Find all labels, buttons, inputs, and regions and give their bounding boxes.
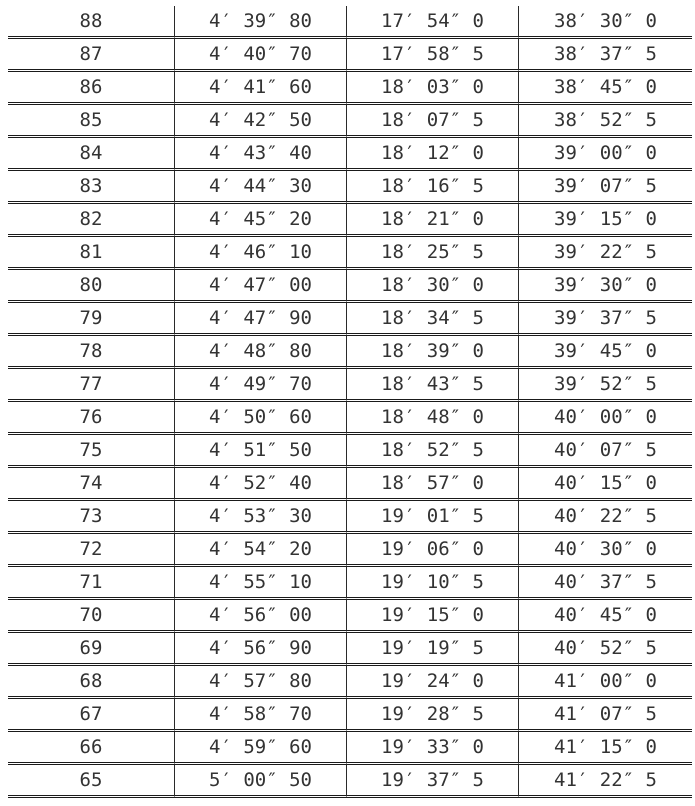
table-row: [8, 138, 692, 171]
table-row: [8, 204, 692, 237]
cell-col3: 40′ 07″ 5: [519, 435, 692, 468]
cell-col2: 19′ 37″ 5: [347, 765, 519, 798]
cell-col1: 4′ 54″ 20: [175, 534, 347, 567]
cell-col3: 40′ 45″ 0: [519, 600, 692, 633]
table-row: [8, 534, 692, 567]
cell-col2: 18′ 16″ 5: [347, 171, 519, 204]
cell-rank: 72: [8, 534, 175, 567]
cell-rank: 81: [8, 237, 175, 270]
cell-col3: 41′ 07″ 5: [519, 699, 692, 732]
cell-col1: 4′ 58″ 70: [175, 699, 347, 732]
cell-col1: 4′ 57″ 80: [175, 666, 347, 699]
cell-rank: 86: [8, 72, 175, 105]
cell-col3: 40′ 15″ 0: [519, 468, 692, 501]
cell-col1: 4′ 47″ 00: [175, 270, 347, 303]
cell-col3: 40′ 00″ 0: [519, 402, 692, 435]
cell-col1: 4′ 43″ 40: [175, 138, 347, 171]
cell-col1: 4′ 45″ 20: [175, 204, 347, 237]
cell-col2: 18′ 34″ 5: [347, 303, 519, 336]
cell-rank: 88: [8, 6, 175, 39]
table-row: [8, 567, 692, 600]
score-table: [8, 6, 692, 798]
cell-col1: 4′ 50″ 60: [175, 402, 347, 435]
cell-rank: 78: [8, 336, 175, 369]
cell-rank: 66: [8, 732, 175, 765]
cell-rank: 76: [8, 402, 175, 435]
cell-col3: 38′ 45″ 0: [519, 72, 692, 105]
cell-col1: 4′ 44″ 30: [175, 171, 347, 204]
cell-col2: 19′ 06″ 0: [347, 534, 519, 567]
table-row: [8, 237, 692, 270]
cell-col3: 41′ 00″ 0: [519, 666, 692, 699]
cell-col1: 4′ 40″ 70: [175, 39, 347, 72]
cell-col3: 40′ 37″ 5: [519, 567, 692, 600]
cell-col1: 4′ 41″ 60: [175, 72, 347, 105]
cell-col1: 4′ 55″ 10: [175, 567, 347, 600]
cell-col2: 19′ 19″ 5: [347, 633, 519, 666]
table-row: [8, 72, 692, 105]
table-row: [8, 336, 692, 369]
cell-rank: 79: [8, 303, 175, 336]
cell-rank: 87: [8, 39, 175, 72]
cell-col2: 18′ 21″ 0: [347, 204, 519, 237]
cell-rank: 84: [8, 138, 175, 171]
cell-col1: 4′ 46″ 10: [175, 237, 347, 270]
cell-col3: 38′ 52″ 5: [519, 105, 692, 138]
score-table-container: [8, 6, 689, 798]
cell-col3: 39′ 00″ 0: [519, 138, 692, 171]
table-row: [8, 402, 692, 435]
cell-col3: 39′ 52″ 5: [519, 369, 692, 402]
cell-col2: 18′ 03″ 0: [347, 72, 519, 105]
table-row: [8, 435, 692, 468]
cell-col2: 18′ 12″ 0: [347, 138, 519, 171]
cell-col2: 17′ 54″ 0: [347, 6, 519, 39]
cell-col2: 19′ 10″ 5: [347, 567, 519, 600]
cell-rank: 69: [8, 633, 175, 666]
cell-col3: 38′ 30″ 0: [519, 6, 692, 39]
table-row: [8, 6, 692, 39]
cell-col2: 18′ 48″ 0: [347, 402, 519, 435]
cell-col2: 19′ 01″ 5: [347, 501, 519, 534]
cell-col2: 18′ 39″ 0: [347, 336, 519, 369]
cell-col3: 39′ 30″ 0: [519, 270, 692, 303]
cell-col1: 4′ 56″ 90: [175, 633, 347, 666]
cell-col3: 41′ 22″ 5: [519, 765, 692, 798]
cell-col1: 4′ 49″ 70: [175, 369, 347, 402]
cell-col1: 4′ 48″ 80: [175, 336, 347, 369]
table-row: [8, 501, 692, 534]
table-row: [8, 699, 692, 732]
cell-col2: 17′ 58″ 5: [347, 39, 519, 72]
cell-col1: 4′ 56″ 00: [175, 600, 347, 633]
cell-col3: 41′ 15″ 0: [519, 732, 692, 765]
table-row: [8, 600, 692, 633]
cell-col2: 19′ 28″ 5: [347, 699, 519, 732]
cell-col3: 40′ 52″ 5: [519, 633, 692, 666]
cell-rank: 83: [8, 171, 175, 204]
cell-col3: 39′ 15″ 0: [519, 204, 692, 237]
table-row: [8, 105, 692, 138]
cell-col2: 18′ 25″ 5: [347, 237, 519, 270]
cell-rank: 70: [8, 600, 175, 633]
table-row: [8, 765, 692, 798]
cell-col1: 4′ 51″ 50: [175, 435, 347, 468]
cell-col2: 18′ 52″ 5: [347, 435, 519, 468]
table-row: [8, 171, 692, 204]
table-row: [8, 666, 692, 699]
cell-rank: 85: [8, 105, 175, 138]
cell-col2: 19′ 15″ 0: [347, 600, 519, 633]
cell-col1: 4′ 42″ 50: [175, 105, 347, 138]
cell-col1: 5′ 00″ 50: [175, 765, 347, 798]
cell-col2: 18′ 57″ 0: [347, 468, 519, 501]
cell-col1: 4′ 53″ 30: [175, 501, 347, 534]
cell-col2: 18′ 43″ 5: [347, 369, 519, 402]
cell-col1: 4′ 59″ 60: [175, 732, 347, 765]
table-row: [8, 633, 692, 666]
table-row: [8, 369, 692, 402]
cell-rank: 71: [8, 567, 175, 600]
cell-col1: 4′ 52″ 40: [175, 468, 347, 501]
cell-rank: 75: [8, 435, 175, 468]
cell-col3: 39′ 22″ 5: [519, 237, 692, 270]
cell-rank: 73: [8, 501, 175, 534]
cell-col3: 40′ 22″ 5: [519, 501, 692, 534]
cell-rank: 68: [8, 666, 175, 699]
cell-col1: 4′ 47″ 90: [175, 303, 347, 336]
cell-col2: 19′ 24″ 0: [347, 666, 519, 699]
cell-col3: 39′ 45″ 0: [519, 336, 692, 369]
cell-rank: 77: [8, 369, 175, 402]
table-row: [8, 303, 692, 336]
cell-rank: 65: [8, 765, 175, 798]
cell-col3: 39′ 37″ 5: [519, 303, 692, 336]
cell-col1: 4′ 39″ 80: [175, 6, 347, 39]
cell-col2: 18′ 30″ 0: [347, 270, 519, 303]
table-row: [8, 270, 692, 303]
cell-col3: 38′ 37″ 5: [519, 39, 692, 72]
table-row: [8, 732, 692, 765]
cell-col3: 39′ 07″ 5: [519, 171, 692, 204]
table-row: [8, 39, 692, 72]
cell-rank: 82: [8, 204, 175, 237]
cell-rank: 67: [8, 699, 175, 732]
cell-col3: 40′ 30″ 0: [519, 534, 692, 567]
cell-col2: 19′ 33″ 0: [347, 732, 519, 765]
cell-rank: 80: [8, 270, 175, 303]
table-body: [8, 6, 692, 798]
cell-rank: 74: [8, 468, 175, 501]
table-row: [8, 468, 692, 501]
cell-col2: 18′ 07″ 5: [347, 105, 519, 138]
